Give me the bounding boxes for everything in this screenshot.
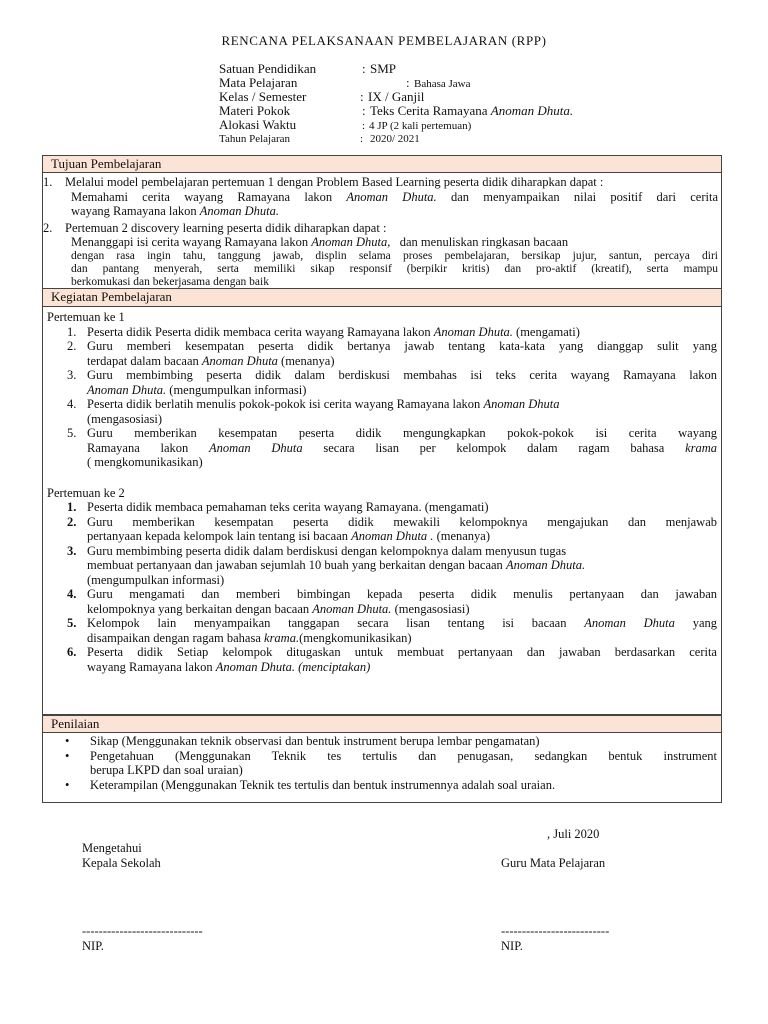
text-span: Peserta didik berlatih menulis pokok-pokok isi cerita wayang Ramayana lakon <box>87 397 481 411</box>
italic-span: Anoman Dhuta, <box>311 235 391 249</box>
text-span: Guru memberikan kesempatan peserta didik mengungkapkan pokok-pokok isi cerita wayang <box>87 426 717 440</box>
text-span: dan menyampaikan nilai positif dari cerita <box>450 189 719 204</box>
list-number: 5. <box>67 426 77 440</box>
text-span: Guru memberi kesempatan peserta didik bertanya jawab tentang kata-kata yang dianggap sulit yang <box>87 339 717 353</box>
italic-span: Anoman Dhuta. <box>199 204 279 218</box>
text-span: Keterampilan (Menggunakan Teknik tes tertulis dan bentuk instrumennya adalah soal uraian. <box>90 777 556 792</box>
italic-span: krama. <box>264 630 300 645</box>
kegiatan-body <box>43 307 721 676</box>
tujuan-line: berkomukasi dan bekerjasama dengan baik <box>71 275 269 288</box>
identity-value: IX / Ganjil <box>368 89 425 104</box>
tujuan-line <box>65 235 718 250</box>
italic-span: Anoman Dhuta <box>584 616 675 630</box>
list-number: 5. <box>67 616 77 630</box>
text-line <box>87 616 717 631</box>
list-number: 2. <box>43 220 53 235</box>
text-span: kelompoknya yang berkaitan dengan bacaan <box>87 601 310 616</box>
identity-label: Alokasi Waktu <box>219 117 297 132</box>
identity-label: Kelas / Semester <box>219 89 307 104</box>
italic-span: Anoman Dhuta . <box>351 529 434 543</box>
tujuan-body <box>43 173 721 291</box>
tujuan-item <box>43 175 718 219</box>
italic-span: Anoman Dhuta <box>209 440 303 455</box>
identity-label: Satuan Pendidikan <box>219 61 317 76</box>
identity-value: 4 JP (2 kali pertemuan) <box>369 120 472 132</box>
identity-label: Materi Pokok <box>219 103 291 118</box>
italic-span: Anoman Dhuta <box>483 397 560 411</box>
text-span: Menanggapi isi cerita wayang Ramayana lakon <box>71 235 309 249</box>
italic-span: Anoman Dhuta. <box>346 189 437 204</box>
list-item <box>47 616 717 645</box>
list-item <box>47 544 717 588</box>
list-number: 2. <box>67 339 77 353</box>
tujuan-item <box>43 221 718 289</box>
tujuan-line: dan pantang menyerah, serta memiliki sikap responsif (berpikir kritis) dan pro-aktif (kreatif), serta mampu <box>71 262 718 275</box>
text-span: yang <box>692 616 717 630</box>
penilaian-body <box>43 733 721 794</box>
bullet-icon: • <box>65 777 70 792</box>
text-span: Peserta didik Peserta didik membaca cerita wayang Ramayana lakon <box>87 324 431 339</box>
nip-label: NIP. <box>501 939 523 953</box>
text-span: terdapat dalam bacaan <box>87 353 199 368</box>
text-span: pertanyaan kepada kelompok lain tentang isi bacaan <box>87 529 349 543</box>
list-number: 3. <box>67 368 77 382</box>
tujuan-line <box>65 190 718 205</box>
list-number: 3. <box>67 543 77 558</box>
tujuan-line: dengan rasa ingin tahu, tanggung jawab, displin selama proses pembelajaran, bersikap jujur, santun, percaya diri <box>71 249 718 262</box>
list-number: 1. <box>43 175 53 189</box>
bullet-item <box>43 749 717 778</box>
text-span: dan menuliskan ringkasan bacaan <box>399 235 569 249</box>
text-span: (mengamati) <box>516 324 580 339</box>
document-title: RENCANA PELAKSANAAN PEMBELAJARAN (RPP) <box>221 33 547 48</box>
italic-span: Anoman Dhuta. <box>433 324 513 339</box>
penilaian-header: Penilaian <box>43 716 721 733</box>
bullet-icon: • <box>65 748 70 763</box>
identity-value-text: Teks Cerita Ramayana <box>370 103 488 118</box>
signature-label: Mengetahui <box>82 841 142 855</box>
identity-sep: : <box>362 120 366 132</box>
identity-sep: : <box>362 61 366 76</box>
bullet-item <box>43 734 717 749</box>
text-span: Sikap (Menggunakan teknik observasi dan bentuk instrument berupa lembar pengamatan) <box>90 734 540 748</box>
identity-value: 2020/ 2021 <box>370 133 420 145</box>
italic-span: Anoman Dhuta. <box>312 601 392 616</box>
kegiatan-header: Kegiatan Pembelajaran <box>43 289 721 307</box>
text-line <box>87 558 717 573</box>
tujuan-header: Tujuan Pembelajaran <box>43 156 721 173</box>
identity-label: Mata Pelajaran <box>219 75 298 90</box>
text-span: (menanya) <box>277 353 335 368</box>
list-item <box>47 500 717 515</box>
tujuan-line <box>65 204 718 219</box>
text-span: Guru memberikan kesempatan peserta didik mewakili kelompoknya mengajukan dan menjawab <box>87 514 717 529</box>
list-item <box>47 325 717 340</box>
text-span: (mengasosiasi) <box>394 601 470 616</box>
text-span: Guru mengamati dan memberi bimbingan kepada peserta didik menulis pertanyaan dan jawaban <box>87 587 717 601</box>
signature-line: -------------------------- <box>501 924 610 938</box>
text-span: disampaikan dengan ragam bahasa <box>87 630 261 645</box>
list-number: 4. <box>67 397 77 411</box>
italic-span: Anoman Dhuta. <box>87 382 167 397</box>
list-number: 2. <box>67 514 77 529</box>
tujuan-intro: Pertemuan 2 discovery learning peserta didik diharapkan dapat : <box>65 220 387 235</box>
italic-span: Anoman Dhuta <box>201 353 278 368</box>
list-item <box>47 426 717 470</box>
list-number: 1. <box>67 500 77 514</box>
text-line <box>87 441 717 456</box>
list-number: 6. <box>67 645 77 659</box>
italic-span: Anoman Dhuta. (menciptakan) <box>215 659 371 674</box>
text-span: secara lisan per kelompok dalam ragam bahasa <box>323 440 665 455</box>
identity-sep: : <box>406 75 410 90</box>
tujuan-intro: Melalui model pembelajaran pertemuan 1 dengan Problem Based Learning peserta didik diharapkan dapat : <box>65 175 604 189</box>
identity-value <box>370 104 573 118</box>
identity-value: Bahasa Jawa <box>414 78 471 90</box>
meeting-title: Pertemuan ke 2 <box>47 485 125 500</box>
tujuan-section <box>42 155 722 292</box>
list-item <box>47 368 717 397</box>
text-span: Guru membimbing peserta didik dalam berdiskusi dengan kelompoknya dalam menyusun tugas <box>87 543 567 558</box>
penilaian-section <box>42 715 722 803</box>
text-span: (mengasosiasi) <box>87 411 162 426</box>
text-span: Guru membimbing peserta didik dalam berdiskusi membahas isi teks cerita wayang Ramayana lakon <box>87 368 717 382</box>
text-span: Ramayana lakon <box>87 440 189 455</box>
bullet-icon: • <box>65 734 70 748</box>
signature-label: Kepala Sekolah <box>82 856 161 870</box>
text-span: Peserta didik membaca pemahaman teks cerita wayang Ramayana. (mengamati) <box>87 500 489 514</box>
text-span: (menanya) <box>436 529 491 543</box>
list-item <box>47 515 717 544</box>
nip-label: NIP. <box>82 939 104 953</box>
text-span: wayang Ramayana lakon <box>71 204 197 218</box>
text-span: Pengetahuan (Menggunakan Teknik tes tertulis dan penugasan, sedangkan bentuk instrument <box>90 748 717 763</box>
text-span: Kelompok lain menyampaikan tanggapan secara lisan tentang isi bacaan <box>87 616 567 630</box>
text-span: (mengumpulkan informasi) <box>87 572 225 587</box>
text-span: wayang Ramayana lakon <box>87 659 213 674</box>
text-span: membuat pertanyaan dan jawaban sejumlah 10 buah yang berkaitan dengan bacaan <box>87 558 503 572</box>
list-item <box>47 397 717 426</box>
list-item <box>47 645 717 674</box>
bullet-item <box>43 778 717 793</box>
list-item <box>47 587 717 616</box>
text-span: berupa LKPD dan soal uraian) <box>90 763 243 777</box>
signature-date: , Juli 2020 <box>547 827 600 841</box>
identity-sep: : <box>360 89 364 104</box>
kegiatan-section <box>42 288 722 715</box>
list-number: 4. <box>67 587 77 601</box>
identity-sep: : <box>360 133 364 145</box>
signature-line: ----------------------------- <box>82 924 203 938</box>
list-item <box>47 339 717 368</box>
list-number: 1. <box>67 324 77 339</box>
text-span: (mengumpulkan informasi) <box>169 382 307 397</box>
text-span: Peserta didik Setiap kelompok ditugaskan untuk membuat pertanyaan dan jawaban berdasarkan cerita <box>87 645 717 659</box>
italic-span: Anoman Dhuta. <box>505 558 586 572</box>
text-span: Memahami cerita wayang Ramayana lakon <box>71 189 333 204</box>
text-span: (mengkomunikasikan) <box>299 630 412 645</box>
signature-label: Guru Mata Pelajaran <box>501 856 606 870</box>
identity-value: SMP <box>370 61 397 76</box>
identity-label: Tahun Pelajaran <box>219 133 291 145</box>
meeting-title: Pertemuan ke 1 <box>47 310 125 324</box>
text-span: ( mengkomunikasikan) <box>87 455 203 469</box>
italic-span: krama <box>685 440 718 455</box>
identity-value-italic: Anoman Dhuta. <box>490 103 574 118</box>
identity-sep: : <box>362 103 366 118</box>
